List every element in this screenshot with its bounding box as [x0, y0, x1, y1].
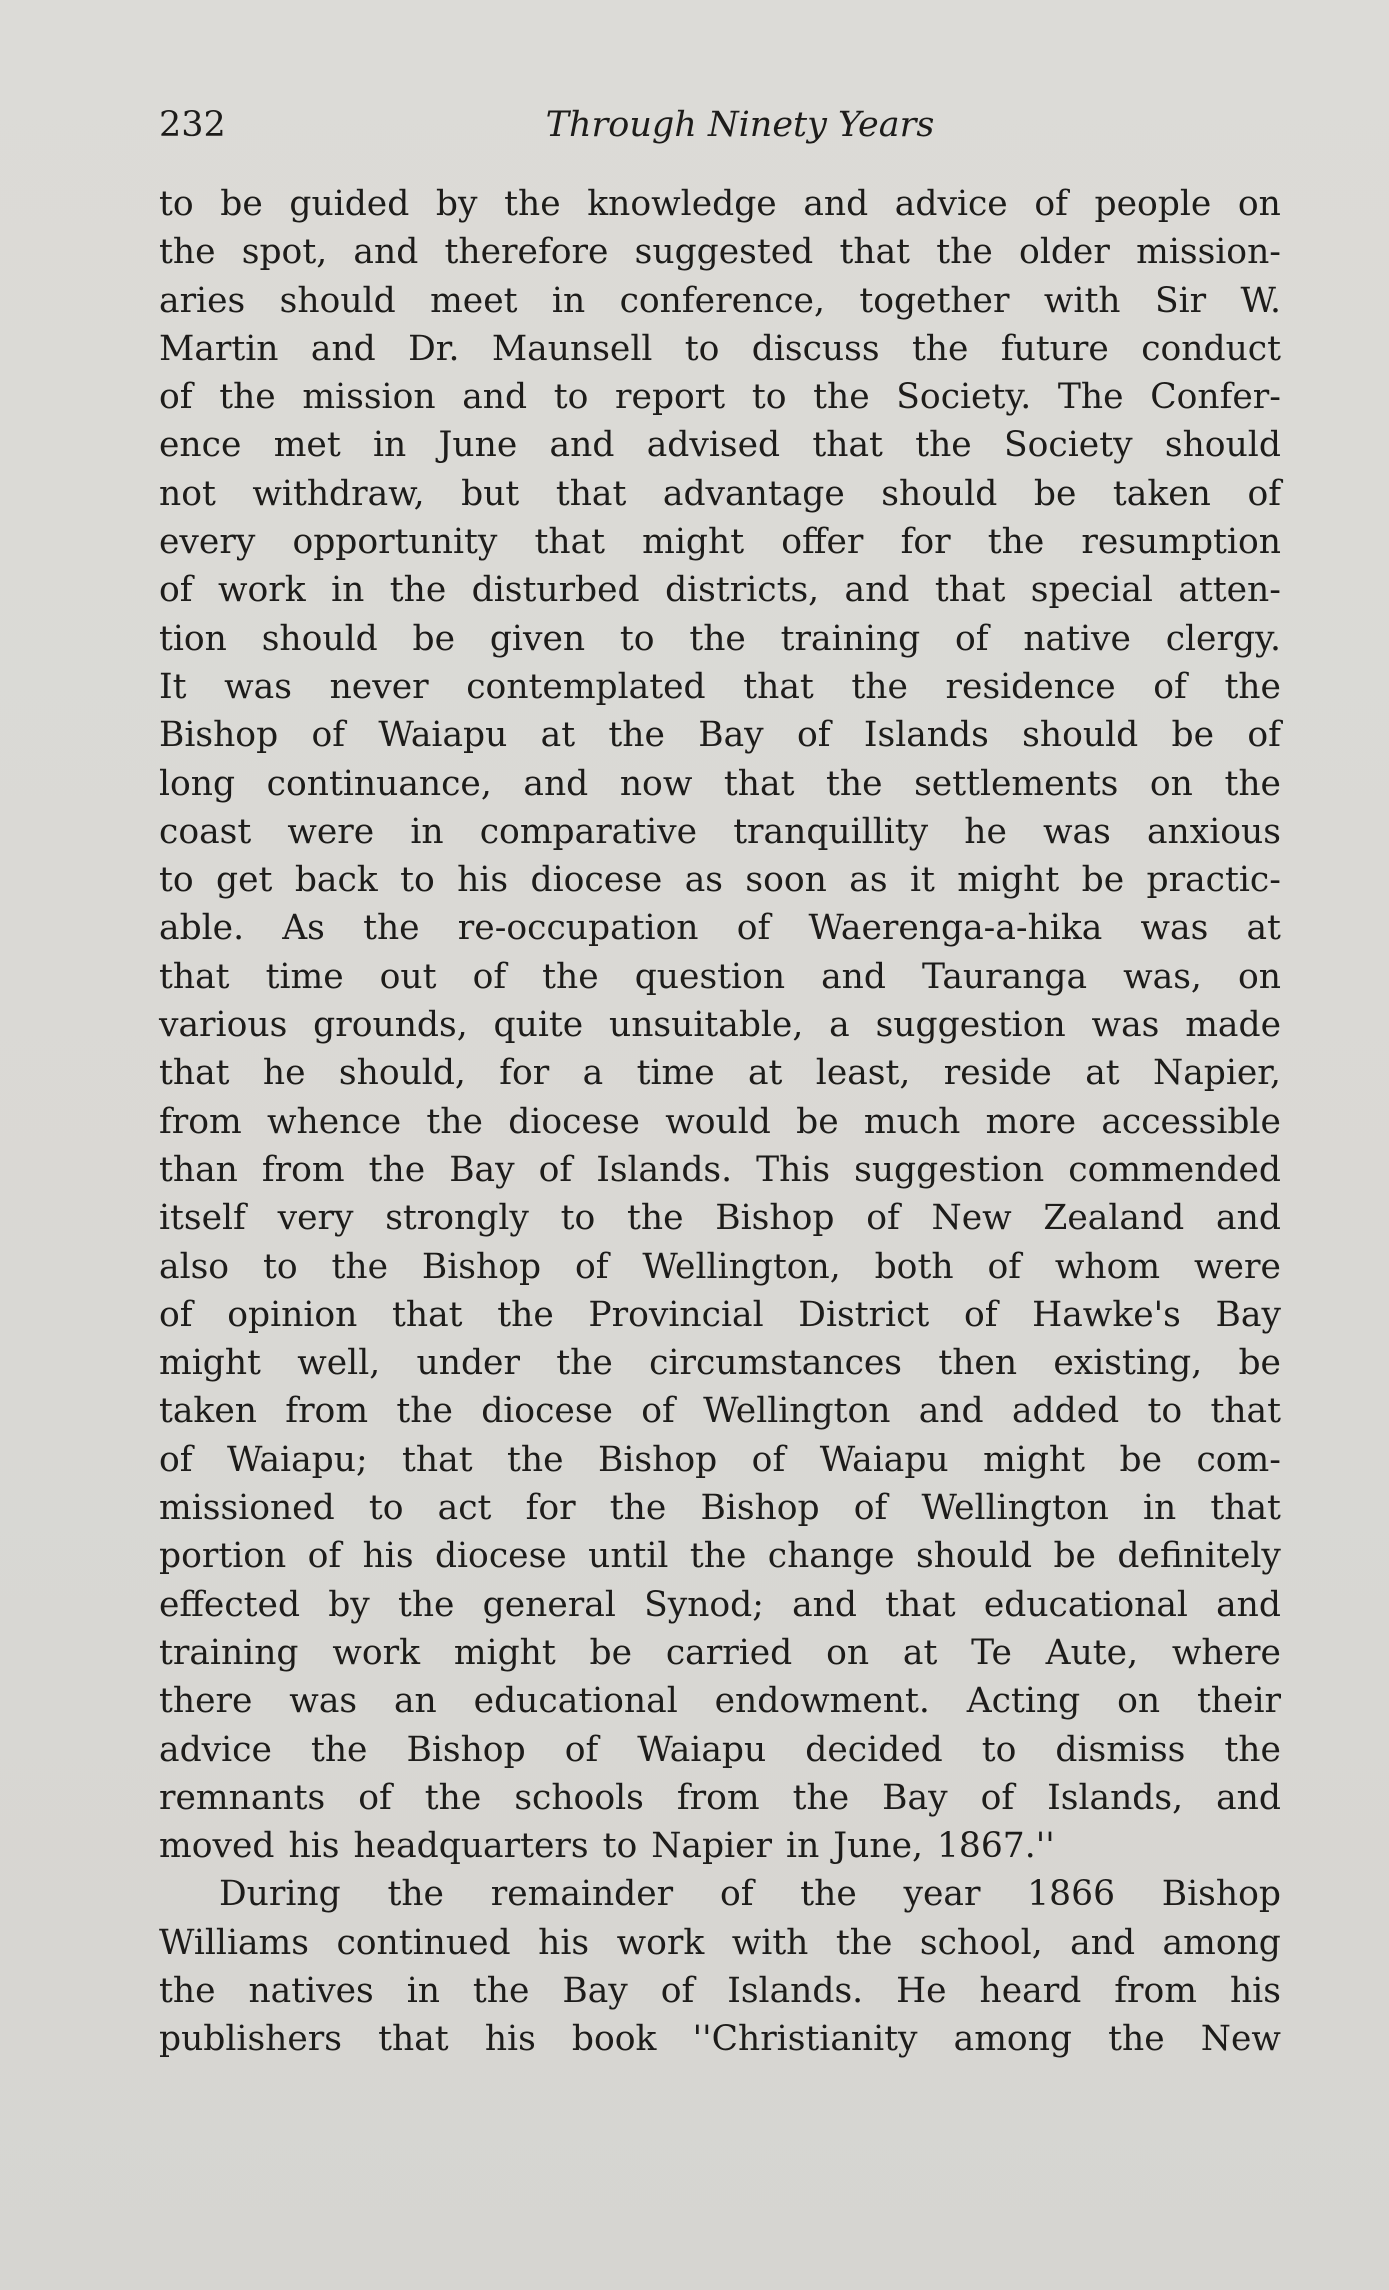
text-line: It was never contemplated that the residence of the [159, 666, 1281, 707]
text-line: to get back to his diocese as soon as it might be practic- [159, 860, 1281, 901]
text-line: taken from the diocese of Wellington and added to that [159, 1391, 1281, 1432]
text-line: training work might be carried on at Te Aute, where [159, 1632, 1281, 1673]
running-title: Through Ninety Years [545, 105, 935, 145]
page-header [159, 95, 1281, 155]
text-line: Martin and Dr. Maunsell to discuss the future conduct [159, 328, 1281, 369]
text-line: from whence the diocese would be much more accessible [159, 1101, 1281, 1142]
page-number: 232 [159, 105, 226, 145]
text-line: of Waiapu; that the Bishop of Waiapu might be com- [159, 1439, 1281, 1480]
text-line: that he should, for a time at least, reside at Napier, [159, 1053, 1281, 1094]
text-line: effected by the general Synod; and that educational and [159, 1584, 1281, 1625]
text-line: missioned to act for the Bishop of Wellington in that [159, 1488, 1281, 1529]
text-line: itself very strongly to the Bishop of New Zealand and [159, 1198, 1281, 1239]
text-line: the natives in the Bay of Islands. He heard from his [159, 1970, 1281, 2011]
text-line: coast were in comparative tranquillity he was anxious [159, 811, 1281, 852]
text-line: aries should meet in conference, together with Sir W. [159, 280, 1281, 321]
text-line: the spot, and therefore suggested that the older mission- [159, 232, 1281, 273]
text-line: portion of his diocese until the change should be definitely [159, 1536, 1281, 1577]
text-line: every opportunity that might offer for the resumption [159, 522, 1281, 563]
text-line: of opinion that the Provincial District of Hawke's Bay [159, 1294, 1281, 1335]
text-line: ence met in June and advised that the Society should [159, 425, 1281, 466]
text-line: tion should be given to the training of native clergy. [159, 618, 1281, 659]
text-line: Williams continued his work with the school, and among [159, 1922, 1281, 1963]
text-line: also to the Bishop of Wellington, both of whom were [159, 1246, 1281, 1287]
text-line: of the mission and to report to the Society. The Confer- [159, 377, 1281, 418]
text-line: than from the Bay of Islands. This suggestion commended [159, 1149, 1281, 1190]
text-line: that time out of the question and Tauranga was, on [159, 956, 1281, 997]
text-line: moved his headquarters to Napier in June, 1867.'' [159, 1826, 1055, 1867]
text-line: long continuance, and now that the settlements on the [159, 763, 1281, 804]
text-line: publishers that his book ''Christianity among the New [159, 2019, 1281, 2060]
text-line: Bishop of Waiapu at the Bay of Islands should be of [159, 715, 1281, 756]
text-line: remnants of the schools from the Bay of Islands, and [159, 1777, 1281, 1818]
text-line: to be guided by the knowledge and advice of people on [159, 184, 1281, 224]
body-text [159, 180, 1281, 2064]
text-line: various grounds, quite unsuitable, a suggestion was made [159, 1005, 1281, 1046]
text-line: advice the Bishop of Waiapu decided to dismiss the [159, 1729, 1281, 1770]
text-line: of work in the disturbed districts, and that special atten- [159, 570, 1281, 611]
text-line: might well, under the circumstances then existing, be [159, 1343, 1281, 1384]
text-line: there was an educational endowment. Acting on their [159, 1681, 1281, 1722]
text-line: not withdraw, but that advantage should be taken of [159, 473, 1281, 514]
text-line: able. As the re-occupation of Waerenga-a-hika was at [159, 908, 1281, 949]
text-line: During the remainder of the year 1866 Bishop [219, 1874, 1281, 1915]
